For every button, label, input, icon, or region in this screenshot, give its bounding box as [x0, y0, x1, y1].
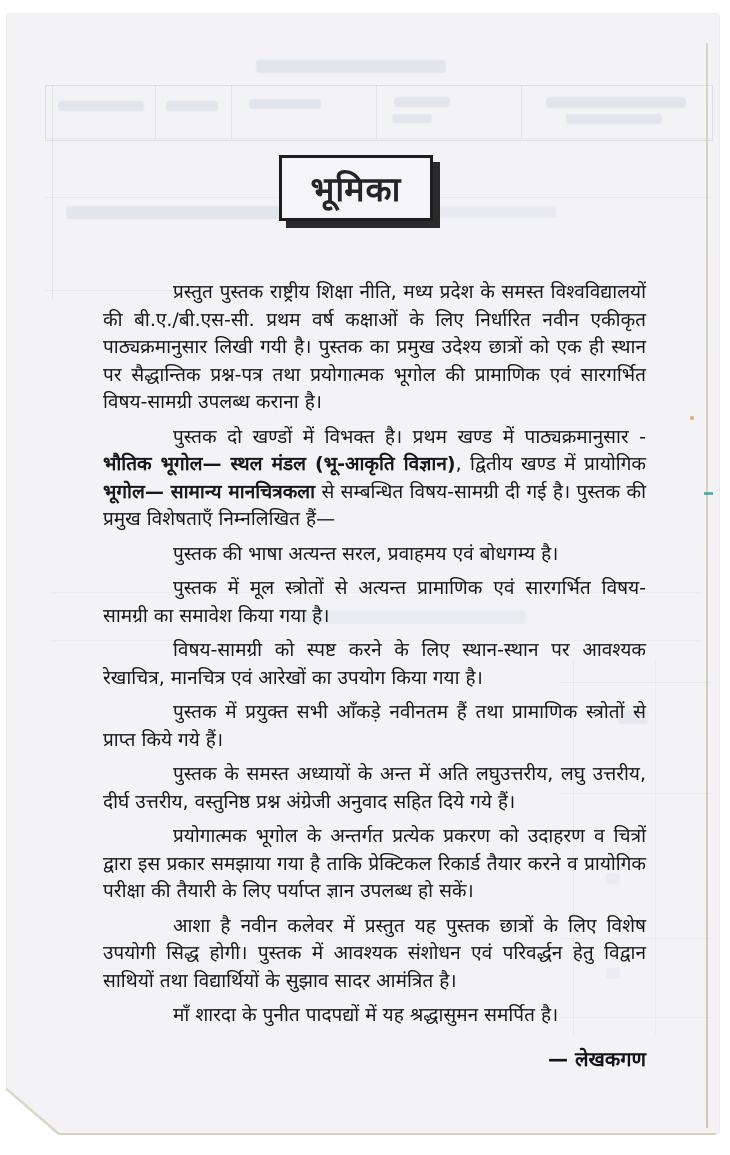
paragraph-6: पुस्तक में प्रयुक्त सभी आँकड़े नवीनतम हैं तथा प्रामाणिक स्त्रोतों से प्राप्त किये गये हैं।: [103, 701, 646, 751]
corner-curl: [6, 1090, 58, 1135]
paragraph-2-seg-e: से सम्बन्धित विषय-सामग्री दी गई है। पुस्तक की प्रमुख विशेषताएँ निम्नलिखित हैं—: [103, 480, 646, 530]
paragraph-2-seg-b: भौतिक भूगोल— स्थल मंडल (भू-आकृति विज्ञान): [103, 453, 456, 475]
paragraph-7: पुस्तक के समस्त अध्यायों के अन्त में अति लघुउत्तरीय, लघु उत्तरीय, दीर्घ उत्तरीय, वस्तुनिष्ठ प्रश्न अंग्रेजी अनुवाद सहित दिये गये हैं।: [103, 763, 646, 813]
paragraph-4: पुस्तक में मूल स्त्रोतों से अत्यन्त प्रामाणिक एवं सारगर्भित विषय-सामग्री का समावेश किया गया है।: [103, 577, 646, 627]
page-title: भूमिका: [310, 170, 402, 210]
scan-artifact-teal: [704, 492, 713, 495]
paragraph-2: [103, 424, 646, 534]
paragraph-2-seg-c: , द्वितीय खण्ड में प्रायोगिक: [455, 453, 647, 475]
showthrough-table: [45, 85, 713, 141]
showthrough-heading: [256, 60, 446, 73]
book-page: [6, 13, 720, 1135]
paragraph-3: पुस्तक की भाषा अत्यन्त सरल, प्रवाहमय एवं बोधगम्य है।: [173, 542, 559, 565]
paragraph-2-seg-a: पुस्तक दो खण्डों में विभक्त है। प्रथम खण्ड में पाठ्यक्रमानुसार -: [173, 425, 646, 448]
paragraph-10: माँ शारदा के पुनीत पादपद्यों में यह श्रद्धासुमन समर्पित है।: [173, 1004, 559, 1026]
page-edge-bottom: [16, 1133, 716, 1135]
paragraph-5: विषय-सामग्री को स्पष्ट करने के लिए स्थान-स्थान पर आवश्यक रेखाचित्र, मानचित्र एवं आरेखों का उपयोग किया गया है।: [103, 639, 646, 689]
paragraph-1: प्रस्तुत पुस्तक राष्ट्रीय शिक्षा नीति, मध्य प्रदेश के समस्त विश्वविद्यालयों की बी.ए./बी.एस-सी. प्रथम वर्ष कक्षाओं के लिए निर्धारित नवीन एकीकृत पाठ्यक्रमानुसार लिखी गयी है। पुस्तक का प्रमुख उदेश्य छात्रों को एक ही स्थान पर सैद्धान्तिक प्रश्न-पत्र तथा प्रयोगात्मक भूगोल की प्रामाणिक एवं सारगर्भित विषय-सामग्री उपलब्ध कराना है।: [103, 281, 646, 413]
authors-signature: — लेखकगण: [548, 1046, 646, 1071]
paragraph-9: आशा है नवीन कलेवर में प्रस्तुत यह पुस्तक छात्रों के लिए विशेष उपयोगी सिद्ध होगी। पुस्तक में आवश्यक संशोधन एवं परिवर्द्धन हेतु विद्वान साथियों तथा विद्यार्थियों के सुझाव सादर आमंत्रित है।: [103, 914, 646, 992]
paragraph-8: प्रयोगात्मक भूगोल के अन्तर्गत प्रत्येक प्रकरण को उदाहरण व चित्रों द्वारा इस प्रकार समझाया गया है ताकि प्रेक्टिकल रिकार्ड तैयार करने व प्रायोगिक परीक्षा की तैयारी के लिए पर्याप्त ज्ञान उपलब्ध हो सकें।: [103, 825, 646, 902]
paragraph-2-seg-d: भूगोल— सामान्य मानचित्रकला: [103, 480, 316, 503]
scan-artifact-orange: [690, 416, 694, 420]
page-edge-right: [706, 43, 708, 1128]
preface-body: [103, 279, 646, 1073]
title-box: [279, 155, 433, 221]
